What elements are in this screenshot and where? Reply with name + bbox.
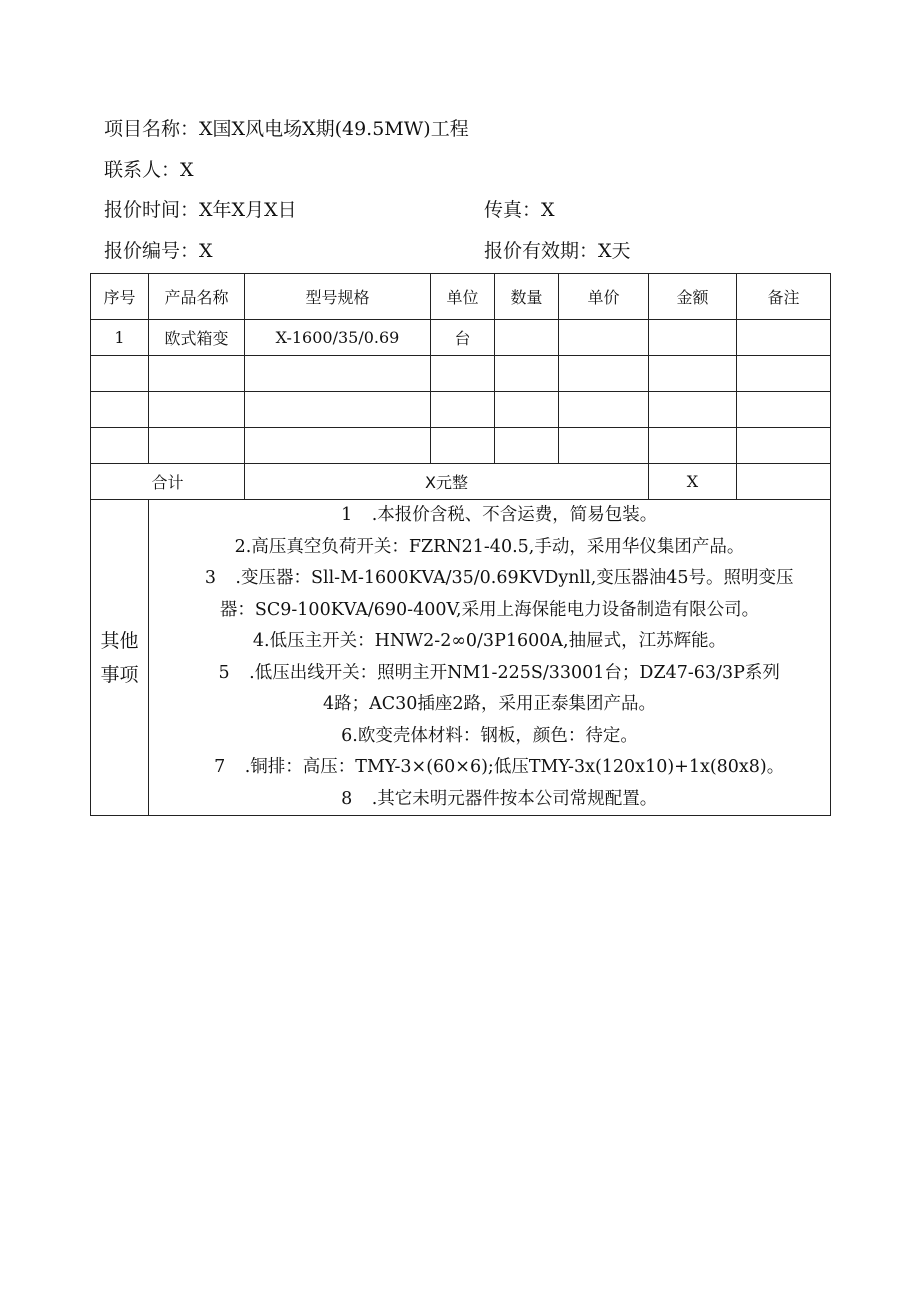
col-header-index: 序号 [91, 274, 149, 320]
note-item [149, 532, 830, 564]
total-row [91, 464, 831, 500]
cell-unit-price [559, 356, 649, 392]
cell-amount [649, 356, 737, 392]
quote-number-value: X [199, 240, 213, 262]
cell-unit-price [559, 428, 649, 464]
note-item [149, 626, 830, 658]
note-number: 7 [214, 757, 226, 777]
cell-model: X-1600/35/0.69 [245, 320, 431, 356]
fax-label: 传真： [484, 199, 542, 221]
note-number: 1 [341, 505, 353, 525]
quote-time-value: X年X月X日 [199, 199, 297, 221]
other-matters-label-line1: 其他 [100, 629, 139, 652]
cell-model [245, 392, 431, 428]
cell-quantity [495, 320, 559, 356]
project-name-value: X国X风电场X期(49.5MW)工程 [199, 118, 469, 140]
cell-amount [649, 392, 737, 428]
project-name-line [104, 114, 469, 141]
note-continuation: 4路；AC30插座2路，采用正泰集团产品。 [322, 694, 657, 714]
col-header-amount: 金额 [649, 274, 737, 320]
contact-line [104, 155, 194, 182]
cell-index [91, 356, 149, 392]
validity-label: 报价有效期： [484, 240, 599, 262]
col-header-unit-price: 单价 [559, 274, 649, 320]
note-text: .本报价含税、不含运费，简易包装。 [371, 505, 658, 525]
cell-remark [737, 392, 831, 428]
table-row [91, 428, 831, 464]
note-text: 4.低压主开关：HNW2-2∞0/3P1600A,抽屉式，江苏辉能。 [252, 631, 727, 651]
col-header-quantity: 数量 [495, 274, 559, 320]
cell-unit [431, 428, 495, 464]
cell-amount [649, 320, 737, 356]
contact-label: 联系人： [104, 159, 181, 181]
cell-unit [431, 392, 495, 428]
note-number: 5 [218, 662, 230, 683]
note-text: .其它未明元器件按本公司常规配置。 [371, 788, 658, 809]
quote-time-label: 报价时间： [104, 199, 200, 221]
cell-unit [431, 356, 495, 392]
note-number: 8 [341, 788, 353, 809]
other-matters-row [91, 500, 831, 816]
validity-line [484, 236, 631, 263]
note-item [149, 721, 830, 753]
notes-cell [149, 500, 831, 816]
cell-quantity [495, 392, 559, 428]
note-item [149, 500, 830, 532]
note-text: .低压出线开关：照明主开NM1-225S/33001台；DZ47-63/3P系列 [249, 662, 780, 683]
cell-unit-price [559, 320, 649, 356]
cell-quantity [495, 356, 559, 392]
col-header-product: 产品名称 [149, 274, 245, 320]
cell-amount [649, 428, 737, 464]
project-name-label: 项目名称： [104, 118, 200, 140]
cell-index [91, 428, 149, 464]
col-header-remark: 备注 [737, 274, 831, 320]
cell-quantity [495, 428, 559, 464]
table-header-row [91, 274, 831, 320]
quote-time-line [104, 195, 297, 222]
note-item [149, 784, 830, 816]
table-row [91, 320, 831, 356]
quote-table [90, 273, 831, 816]
fax-value: X [541, 199, 555, 221]
note-item [149, 658, 830, 690]
note-text: .铜排：高压：TMY-3×(60×6);低压TMY-3x(120x10)+1x(80x8)。 [244, 757, 785, 777]
total-amount: X [649, 464, 737, 500]
table-row [91, 356, 831, 392]
cell-product: 欧式箱变 [149, 320, 245, 356]
note-text: .变压器：Sll-M-1600KVA/35/0.69KVDynll,变压器油45号。照明变压 [235, 568, 794, 588]
cell-product [149, 392, 245, 428]
cell-model [245, 428, 431, 464]
cell-remark [737, 320, 831, 356]
validity-value: X天 [598, 240, 631, 262]
other-matters-label [91, 500, 149, 816]
note-text: 2.高压真空负荷开关：FZRN21-40.5,手动，采用华仪集团产品。 [234, 536, 745, 557]
note-item [149, 563, 830, 595]
cell-unit: 台 [431, 320, 495, 356]
col-header-model: 型号规格 [245, 274, 431, 320]
cell-model [245, 356, 431, 392]
cell-remark [737, 428, 831, 464]
quote-number-label: 报价编号： [104, 240, 200, 262]
table-row [91, 392, 831, 428]
col-header-unit: 单位 [431, 274, 495, 320]
note-text: 6.欧变壳体材料：钢板，颜色：待定。 [341, 725, 638, 746]
total-in-words: X元整 [245, 464, 649, 500]
cell-remark [737, 356, 831, 392]
other-matters-label-line2: 事项 [100, 663, 139, 686]
cell-unit-price [559, 392, 649, 428]
note-number: 3 [204, 568, 216, 588]
total-label: 合计 [91, 464, 245, 500]
contact-value: X [180, 159, 194, 181]
note-item [149, 752, 830, 784]
cell-product [149, 356, 245, 392]
quote-number-line [104, 236, 213, 263]
fax-line [484, 195, 555, 222]
cell-product [149, 428, 245, 464]
cell-index: 1 [91, 320, 149, 356]
note-continuation: 器：SC9-100KVA/690-400V,采用上海保能电力设备制造有限公司。 [219, 599, 760, 620]
total-remark [737, 464, 831, 500]
cell-index [91, 392, 149, 428]
